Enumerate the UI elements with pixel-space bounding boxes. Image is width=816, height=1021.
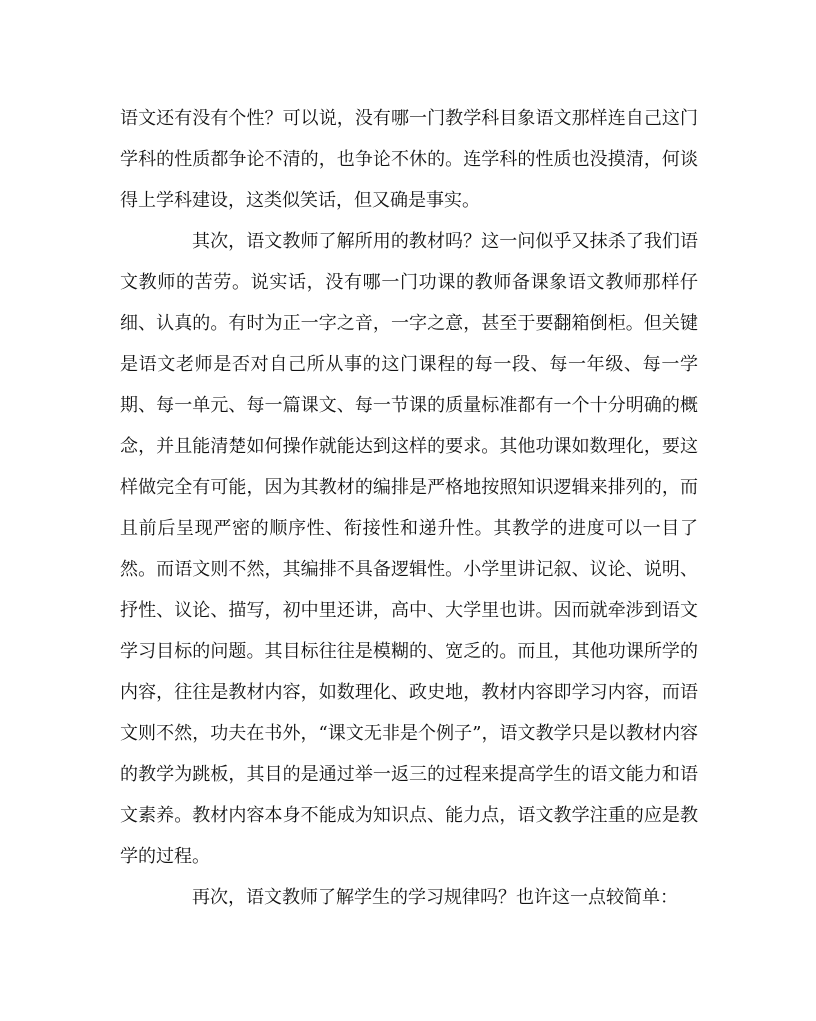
paragraph-1: 语文还有没有个性？可以说，没有哪一门教学科目象语文那样连自己这门学科的性质都争论不清的，也争论不休的。连学科的性质也没摸清，何谈得上学科建设，这类似笑话，但又确是事实。 bbox=[120, 108, 698, 211]
paragraph-3: 再次，语文教师了解学生的学习规律吗？也许这一点较简单： bbox=[192, 887, 678, 908]
document-body bbox=[120, 98, 698, 918]
paragraph-2: 其次，语文教师了解所用的教材吗？这一问似乎又抹杀了我们语文教师的苦劳。说实话，没有哪一门功课的教师备课象语文教师那样仔细、认真的。有时为正一字之音，一字之意，甚至于要翻箱倒柜。但关键是语文老师是否对自己所从事的这门课程的每一段、每一年级、每一学期、每一单元、每一篇课文、每一节课的质量标准都有一个十分明确的概念，并且能清楚如何操作就能达到这样的要求。其他功课如数理化，要这样做完全有可能，因为其教材的编排是严格地按照知识逻辑来排列的，而且前后呈现严密的顺序性、衔接性和递升性。其教学的进度可以一目了然。而语文则不然，其编排不具备逻辑性。小学里讲记叙、议论、说明、抒性、议论、描写，初中里还讲，高中、大学里也讲。因而就牵涉到语文学习目标的问题。其目标往往是模糊的、宽乏的。而且，其他功课所学的内容，往往是教材内容，如数理化、政史地，教材内容即学习内容，而语文则不然，功夫在书外，“课文无非是个例子”，语文教学只是以教材内容的教学为跳板，其目的是通过举一返三的过程来提高学生的语文能力和语文素养。教材内容本身不能成为知识点、能力点，语文教学注重的应是教学的过程。 bbox=[120, 231, 698, 867]
